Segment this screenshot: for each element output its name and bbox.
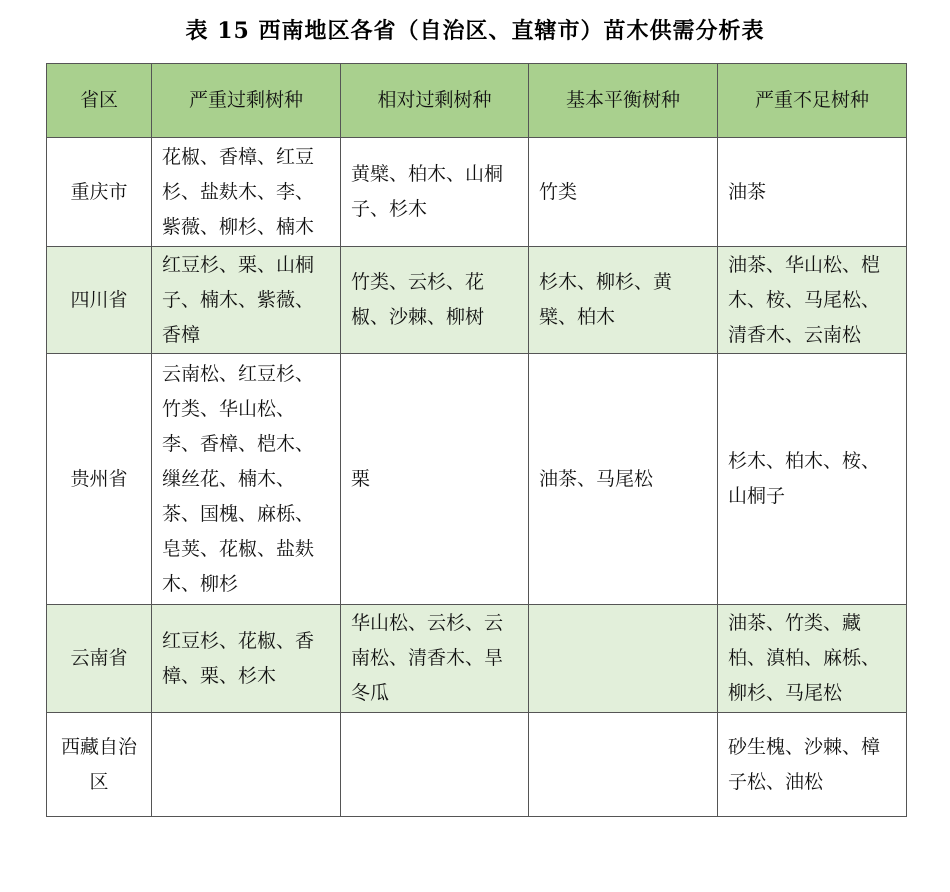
cell-severe-surplus: 花椒、香樟、红豆杉、盐麸木、李、紫薇、柳杉、楠木 bbox=[152, 138, 341, 247]
seedling-supply-demand-table bbox=[46, 63, 907, 817]
cell-balanced: 油茶、马尾松 bbox=[529, 354, 718, 605]
cell-severe-surplus: 云南松、红豆杉、竹类、华山松、李、香樟、桤木、缫丝花、楠木、茶、国槐、麻栎、皂荚、花椒、盐麸木、柳杉 bbox=[152, 354, 341, 605]
cell-severe-shortage: 砂生槐、沙棘、樟子松、油松 bbox=[718, 713, 907, 817]
cell-severe-shortage: 油茶 bbox=[718, 138, 907, 247]
cell-province: 贵州省 bbox=[47, 354, 152, 605]
header-row bbox=[47, 64, 907, 138]
table-row bbox=[47, 247, 907, 354]
cell-balanced bbox=[529, 605, 718, 713]
table-row bbox=[47, 354, 907, 605]
cell-province: 云南省 bbox=[47, 605, 152, 713]
cell-severe-surplus: 红豆杉、栗、山桐子、楠木、紫薇、香樟 bbox=[152, 247, 341, 354]
cell-relative-surplus bbox=[341, 713, 529, 817]
cell-province: 重庆市 bbox=[47, 138, 152, 247]
cell-severe-surplus: 红豆杉、花椒、香樟、栗、杉木 bbox=[152, 605, 341, 713]
table-row bbox=[47, 138, 907, 247]
cell-severe-shortage: 杉木、柏木、桉、山桐子 bbox=[718, 354, 907, 605]
cell-balanced bbox=[529, 713, 718, 817]
cell-balanced: 杉木、柳杉、黄檗、柏木 bbox=[529, 247, 718, 354]
cell-province: 西藏自治区 bbox=[47, 713, 152, 817]
table-row bbox=[47, 605, 907, 713]
cell-province: 四川省 bbox=[47, 247, 152, 354]
cell-relative-surplus: 竹类、云杉、花椒、沙棘、柳树 bbox=[341, 247, 529, 354]
cell-balanced: 竹类 bbox=[529, 138, 718, 247]
cell-severe-shortage: 油茶、华山松、桤木、桉、马尾松、清香木、云南松 bbox=[718, 247, 907, 354]
table-row bbox=[47, 713, 907, 817]
cell-relative-surplus: 华山松、云杉、云南松、清香木、旱冬瓜 bbox=[341, 605, 529, 713]
header-severe-shortage: 严重不足树种 bbox=[718, 64, 907, 138]
cell-severe-shortage: 油茶、竹类、藏柏、滇柏、麻栎、柳杉、马尾松 bbox=[718, 605, 907, 713]
cell-severe-surplus bbox=[152, 713, 341, 817]
header-severe-surplus: 严重过剩树种 bbox=[152, 64, 341, 138]
header-province: 省区 bbox=[47, 64, 152, 138]
header-relative-surplus: 相对过剩树种 bbox=[341, 64, 529, 138]
cell-relative-surplus: 黄檗、柏木、山桐子、杉木 bbox=[341, 138, 529, 247]
cell-relative-surplus: 栗 bbox=[341, 354, 529, 605]
header-balanced: 基本平衡树种 bbox=[529, 64, 718, 138]
table-title: 表 15 西南地区各省（自治区、直辖市）苗木供需分析表 bbox=[185, 18, 765, 44]
